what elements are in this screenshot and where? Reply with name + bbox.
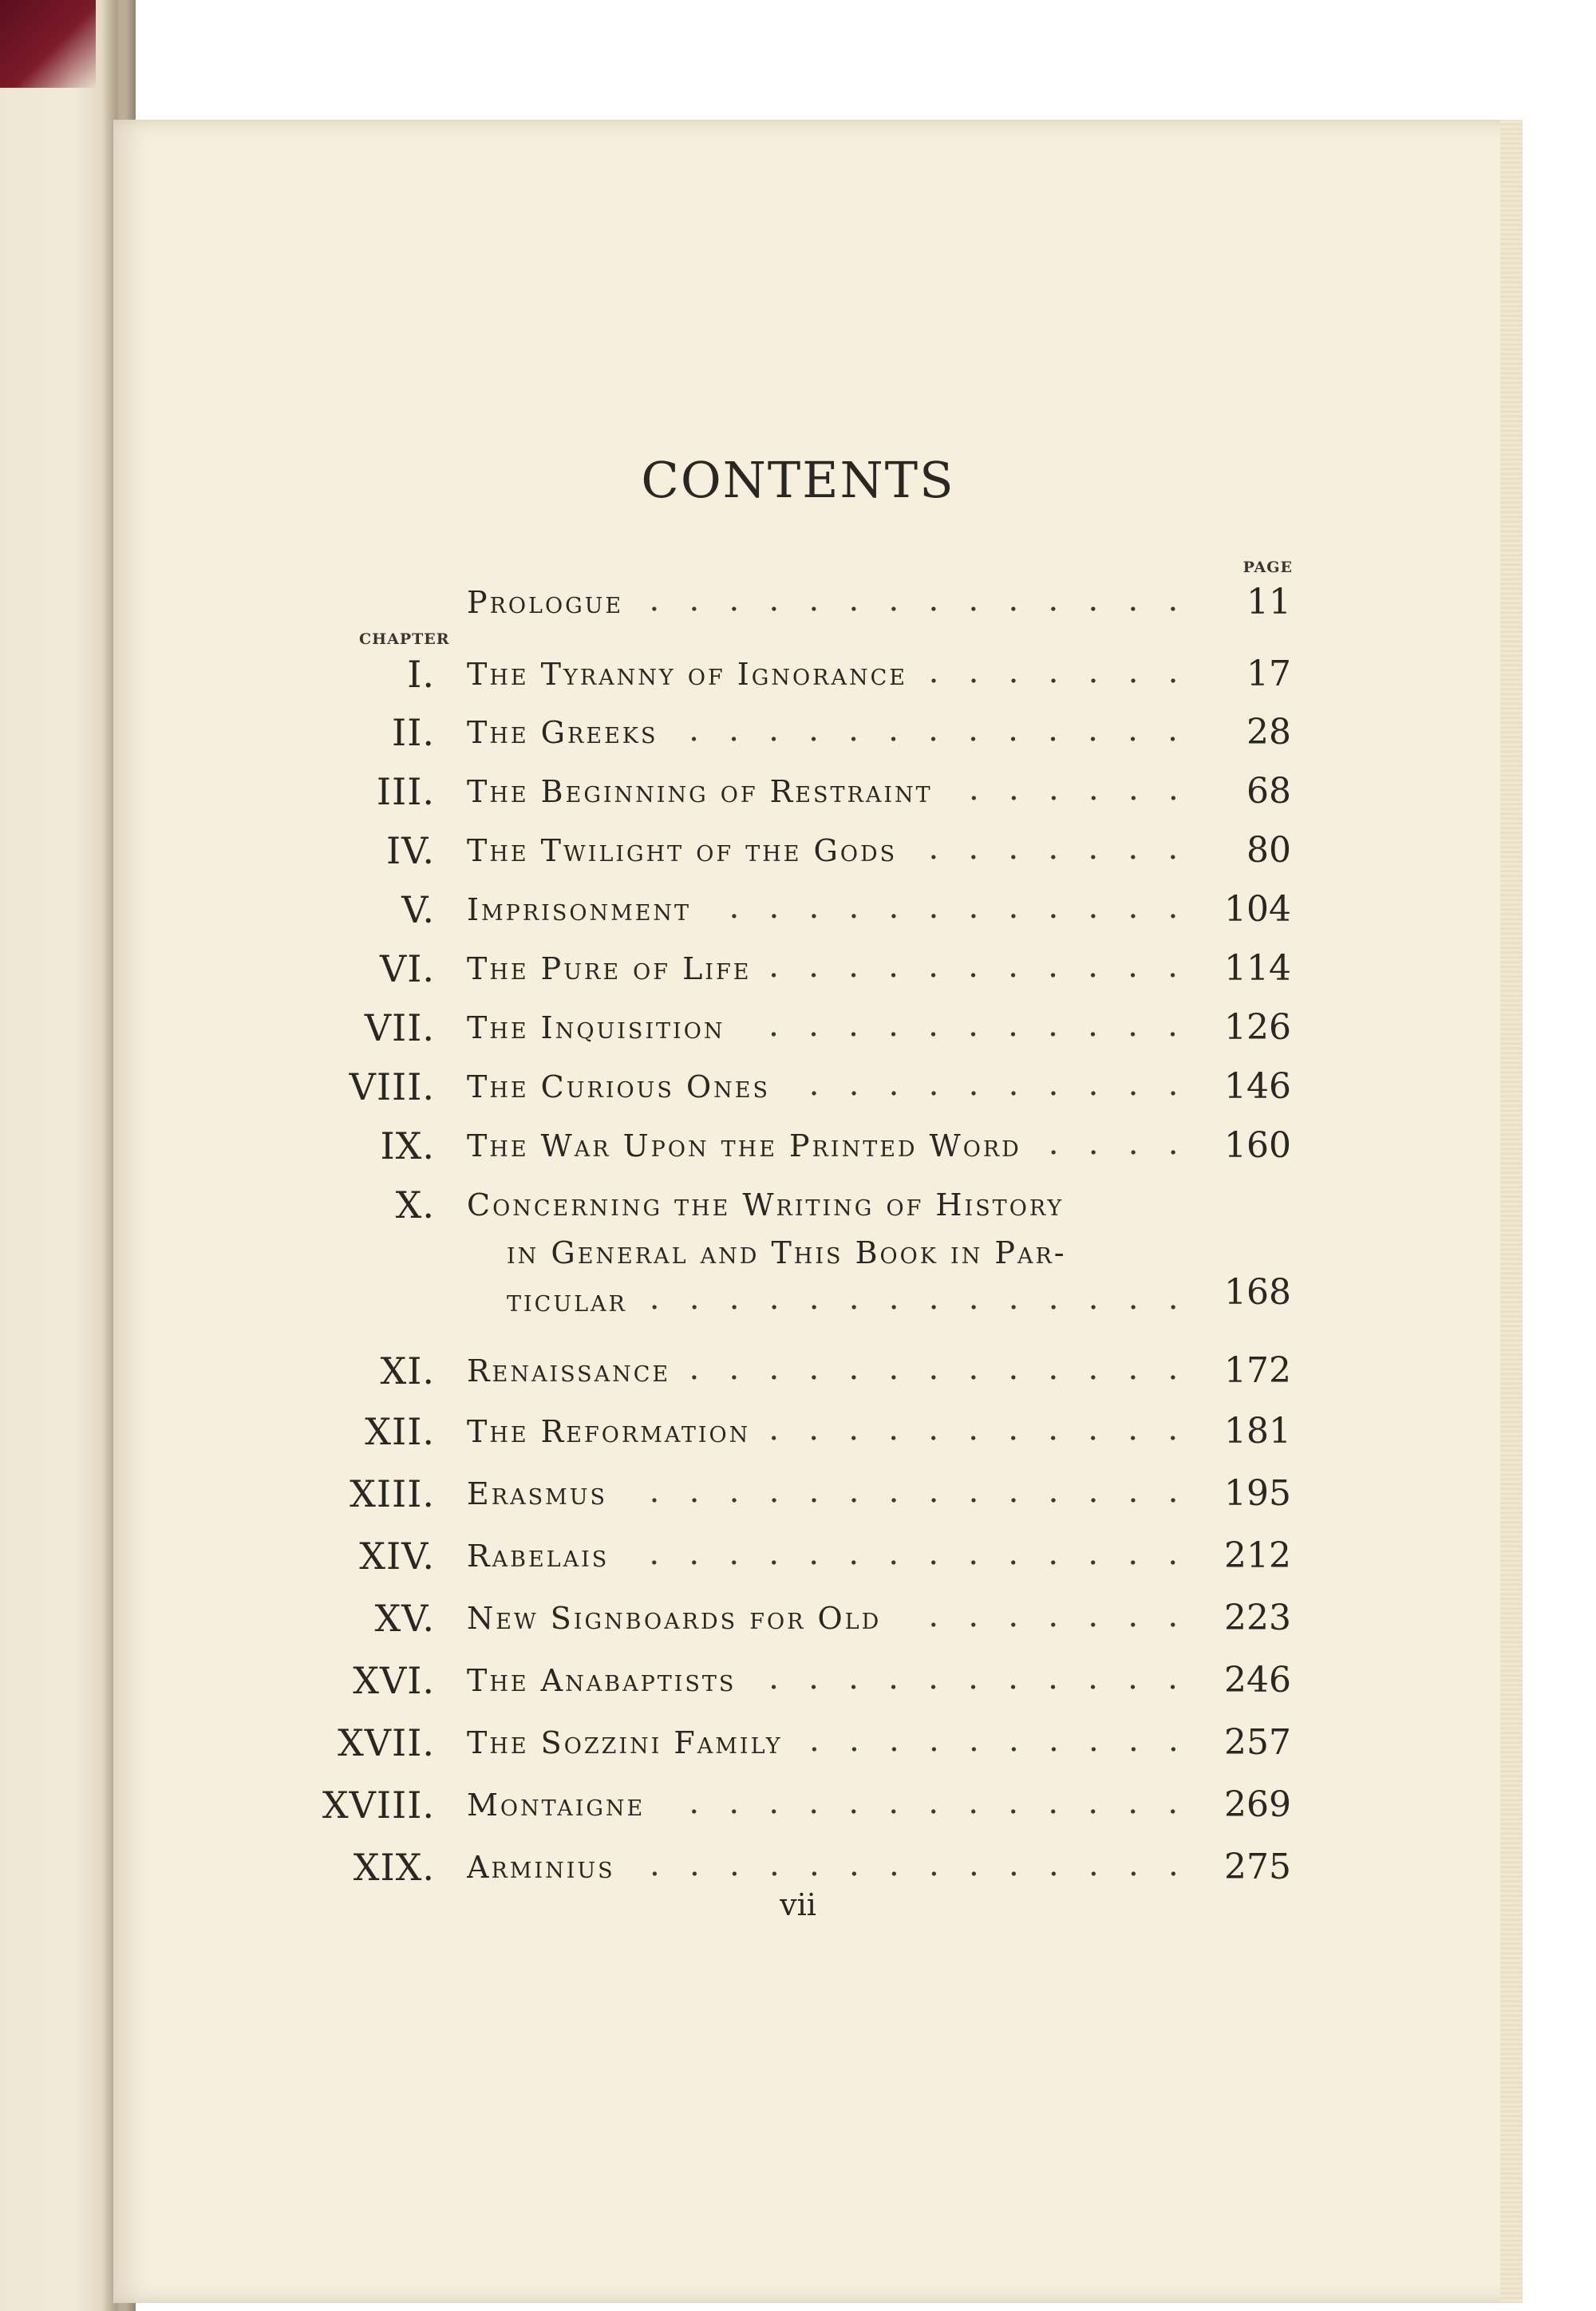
chapter-number: XIII. — [350, 1472, 435, 1515]
dot-leader — [802, 1746, 1193, 1752]
dot-leader — [900, 1622, 1193, 1628]
chapter-number: IV. — [386, 829, 435, 872]
toc-page: 68 — [1246, 771, 1291, 812]
toc-title: Montaigne — [467, 1788, 646, 1823]
toc-title: The Sozzini Family — [467, 1725, 783, 1760]
toc-entry[interactable] — [0, 1122, 1596, 1170]
page-number: vii — [780, 1887, 816, 1922]
dot-leader — [952, 795, 1193, 801]
chapter-number: XIX. — [353, 1846, 435, 1889]
dot-leader — [642, 606, 1193, 612]
book-binding — [0, 0, 96, 88]
toc-page: 114 — [1224, 948, 1291, 989]
dot-leader — [1041, 1149, 1193, 1156]
toc-page: 257 — [1224, 1722, 1291, 1763]
toc-entry[interactable] — [0, 1004, 1596, 1052]
toc-page: 11 — [1246, 582, 1291, 622]
toc-page: 126 — [1224, 1007, 1291, 1048]
chapter-number: VI. — [379, 947, 435, 990]
toc-entry[interactable] — [0, 1181, 1596, 1325]
toc-entry[interactable] — [0, 1781, 1596, 1829]
toc-page: 246 — [1224, 1660, 1291, 1701]
toc-entry[interactable] — [0, 1408, 1596, 1456]
dot-leader — [626, 1497, 1193, 1503]
chapter-number: V. — [401, 888, 435, 931]
chapter-number: XVI. — [353, 1659, 435, 1702]
dot-leader — [744, 1031, 1193, 1037]
toc-page: 223 — [1224, 1598, 1291, 1638]
dot-leader — [664, 1808, 1193, 1815]
chapter-number: XII. — [365, 1410, 435, 1453]
dot-leader — [628, 1559, 1193, 1566]
toc-entry[interactable] — [0, 650, 1596, 698]
chapter-number: IX. — [380, 1124, 435, 1167]
toc-page: 160 — [1224, 1125, 1291, 1166]
toc-title-line: Concerning the Writing of History — [467, 1187, 1065, 1223]
toc-title: Erasmus — [467, 1476, 607, 1511]
toc-title: The Anabaptists — [467, 1663, 737, 1698]
toc-page: 168 — [1224, 1272, 1291, 1313]
dot-leader — [769, 1435, 1193, 1441]
toc-title-line: ticular — [507, 1283, 627, 1318]
toc-title: The Curious Ones — [467, 1069, 770, 1104]
dot-leader — [689, 1374, 1193, 1381]
toc-title: The Inquisition — [467, 1010, 725, 1045]
toc-page: 275 — [1224, 1847, 1291, 1887]
toc-page: 172 — [1224, 1350, 1291, 1391]
chapter-number: X. — [395, 1183, 435, 1227]
toc-entry[interactable] — [0, 1657, 1596, 1705]
toc-page: 104 — [1224, 889, 1291, 930]
chapter-number: XIV. — [359, 1535, 435, 1578]
toc-entry[interactable] — [0, 1063, 1596, 1111]
toc-title: Imprisonment — [467, 892, 692, 927]
toc-entry[interactable] — [0, 945, 1596, 993]
toc-page: 212 — [1224, 1535, 1291, 1576]
toc-title: New Signboards for Old — [467, 1601, 882, 1636]
toc-entry[interactable] — [0, 1532, 1596, 1580]
toc-title: Renaissance — [467, 1353, 671, 1389]
toc-entry[interactable] — [0, 768, 1596, 816]
toc-title: Prologue — [467, 585, 624, 620]
page-title: CONTENTS — [641, 451, 955, 509]
dot-leader — [926, 677, 1193, 684]
page-column-label: PAGE — [1242, 559, 1293, 576]
toc-title: The Beginning of Restraint — [467, 774, 933, 809]
dot-leader — [789, 1090, 1193, 1096]
toc-entry[interactable] — [0, 1347, 1596, 1395]
toc-title: Arminius — [467, 1850, 615, 1885]
toc-title: The Twilight of the Gods — [467, 833, 898, 868]
toc-title: The Pure of Life — [467, 951, 752, 986]
chapter-number: III. — [376, 770, 435, 813]
chapter-number: XV. — [374, 1597, 435, 1640]
toc-page: 195 — [1224, 1473, 1291, 1514]
toc-title: The Greeks — [467, 715, 658, 750]
toc-page: 146 — [1224, 1066, 1291, 1107]
chapter-number: XVII. — [338, 1721, 435, 1764]
dot-leader — [634, 1871, 1193, 1877]
toc-entry-prologue[interactable] — [0, 579, 1596, 626]
toc-entry[interactable] — [0, 827, 1596, 875]
chapter-number: I. — [407, 653, 435, 696]
toc-title: The War Upon the Printed Word — [467, 1128, 1021, 1163]
chapter-number: II. — [392, 711, 435, 754]
dot-leader — [646, 1304, 1193, 1310]
toc-title: The Tyranny of Ignorance — [467, 657, 907, 692]
toc-title: Rabelais — [467, 1539, 610, 1574]
toc-entry[interactable] — [0, 709, 1596, 757]
toc-page: 80 — [1246, 830, 1291, 871]
chapter-number: XVIII. — [322, 1784, 435, 1827]
dot-leader — [677, 736, 1193, 742]
chapter-column-label: CHAPTER — [359, 630, 450, 648]
toc-page: 17 — [1246, 654, 1291, 694]
chapter-number: VIII. — [349, 1065, 435, 1108]
dot-leader — [755, 1684, 1193, 1690]
dot-leader — [916, 854, 1193, 860]
toc-page: 28 — [1246, 712, 1291, 753]
chapter-number: XI. — [380, 1349, 435, 1393]
toc-entry[interactable] — [0, 1719, 1596, 1767]
toc-page: 269 — [1224, 1784, 1291, 1825]
toc-entry[interactable] — [0, 1594, 1596, 1642]
toc-entry[interactable] — [0, 1470, 1596, 1518]
dot-leader — [710, 913, 1193, 919]
toc-entry[interactable] — [0, 1843, 1596, 1891]
toc-entry[interactable] — [0, 886, 1596, 934]
toc-page: 181 — [1224, 1411, 1291, 1452]
toc-title: The Reformation — [467, 1414, 751, 1449]
toc-title-line: in General and This Book in Par- — [507, 1235, 1067, 1270]
dot-leader — [770, 972, 1193, 978]
chapter-number: VII. — [364, 1006, 435, 1049]
